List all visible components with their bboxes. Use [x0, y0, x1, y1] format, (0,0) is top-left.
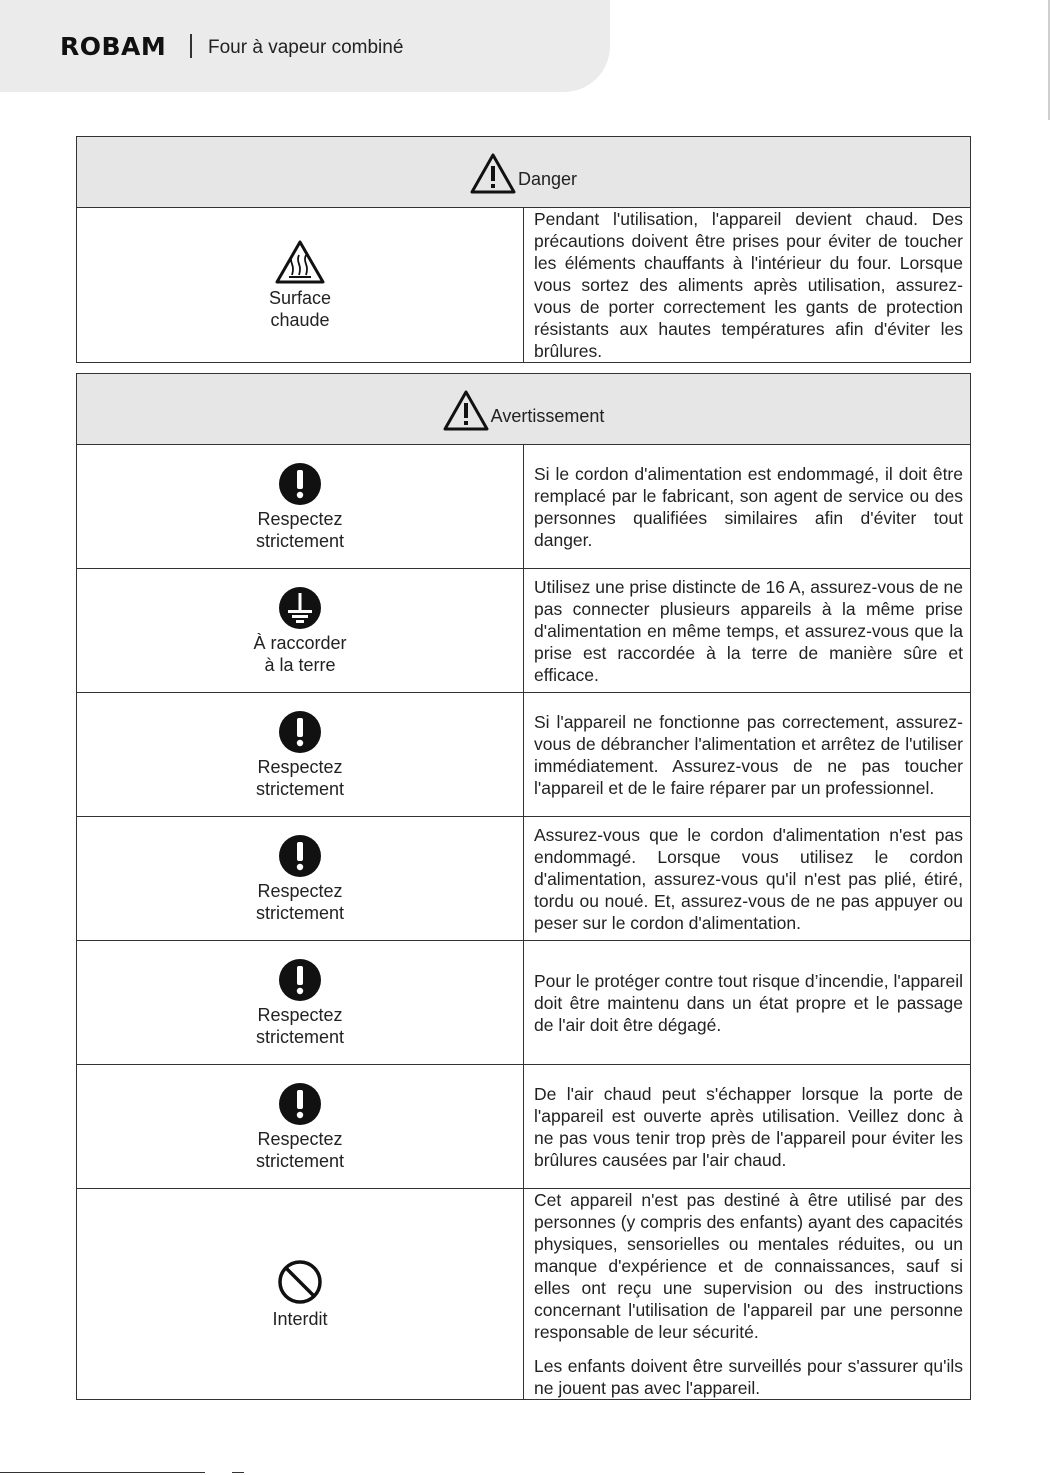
warning-triangle-icon	[470, 152, 516, 194]
instruction-text: Assurez-vous que le cordon d'alimentation n'est pas endommagé. Lorsque vous utilisez le cordon d'alimentation, assurez-vous qu'il n'est pas plié, étiré, tordu ou noué. Et, assurez-vous de ne pas appuyer ou peser sur le cordon d'alimentation.	[534, 824, 963, 933]
icon-cell	[77, 445, 524, 569]
prohibited-icon	[276, 1258, 324, 1306]
warning-triangle-icon	[443, 389, 489, 431]
document-subtitle: Four à vapeur combiné	[208, 37, 404, 58]
mandatory-icon	[278, 710, 322, 754]
warning-row	[77, 1065, 971, 1189]
warning-text	[524, 1189, 971, 1400]
hot-surface-icon	[274, 239, 326, 285]
warning-text	[524, 693, 971, 817]
danger-header	[77, 137, 971, 208]
instruction-text: Pendant l'utilisation, l'appareil devient chaud. Des précautions doivent être prises pour éviter de toucher les éléments chauffants à l'intérieur du four. Lorsque vous sortez des aliments après utilisation, assurez-vous de porter correctement les gants de protection résistants aux hautes températures afin d'éviter les brûlures.	[534, 209, 963, 361]
icon-label: chaude	[270, 310, 330, 330]
icon-cell	[77, 1065, 524, 1189]
danger-title: Danger	[517, 168, 578, 189]
icon-cell	[77, 817, 524, 941]
instruction-text: Pour le protéger contre tout risque d’incendie, l'appareil doit être maintenu dans un état propre et le passage de l'air doit être dégagé.	[534, 970, 963, 1035]
footer-rule-short	[232, 1472, 244, 1473]
icon-cell	[77, 693, 524, 817]
icon-label: À raccorder	[253, 632, 347, 653]
icon-label: strictement	[255, 530, 345, 551]
warning-text	[524, 445, 971, 569]
instruction-text: Utilisez une prise distincte de 16 A, assurez-vous de ne pas connecter plusieurs appareils à la même prise d'alimentation en même temps, et assurez-vous que la prise est raccordée à la terre de manière sûre et efficace.	[534, 576, 963, 685]
danger-text	[524, 208, 971, 363]
instruction-text-secondary: Les enfants doivent être surveillés pour s'assurer qu'ils ne jouent pas avec l'appareil.	[534, 1356, 963, 1398]
warning-row	[77, 569, 971, 693]
instruction-text: Si le cordon d'alimentation est endommagé, il doit être remplacé par le fabricant, son agent de service ou des personnes qualifiées similaires afin d'éviter tout danger.	[534, 463, 963, 550]
ground-icon	[278, 586, 322, 630]
warning-table	[76, 373, 971, 1400]
icon-cell	[77, 569, 524, 693]
icon-label: strictement	[255, 902, 345, 923]
icon-label: Surface	[268, 288, 332, 308]
icon-cell	[77, 1189, 524, 1400]
warning-row	[77, 941, 971, 1065]
icon-label: Respectez	[257, 880, 343, 901]
warning-row	[77, 817, 971, 941]
warning-title: Avertissement	[490, 405, 605, 426]
icon-label: strictement	[255, 1026, 345, 1047]
footer-rule	[0, 1472, 205, 1473]
mandatory-icon	[278, 834, 322, 878]
instruction-text: Cet appareil n'est pas destiné à être utilisé par des personnes (y compris des enfants) ayant des capacités physiques, sensorielles ou mentales réduites, ou un manque d'expérience et de connaissances, sauf si elles ont reçu une supervision ou des instructions concernant l'utilisation de l'appareil par une personne responsable de leur sécurité.	[534, 1190, 963, 1342]
warning-text	[524, 569, 971, 693]
header-divider	[190, 34, 192, 58]
icon-label: Respectez	[257, 756, 343, 777]
icon-label: Interdit	[272, 1309, 328, 1329]
mandatory-icon	[278, 1082, 322, 1126]
warning-row	[77, 693, 971, 817]
danger-table	[76, 136, 971, 363]
icon-label: strictement	[255, 1150, 345, 1171]
warning-row	[77, 445, 971, 569]
instruction-text: De l'air chaud peut s'échapper lorsque la porte de l'appareil est ouverte après utilisation. Veillez donc à ne pas vous tenir trop près de l'appareil pour éviter les brûlures causées par l'air chaud.	[534, 1083, 963, 1170]
danger-icon-cell	[77, 208, 524, 363]
instruction-text: Si l'appareil ne fonctionne pas correctement, assurez-vous de débrancher l'alimentation et arrêtez de l'utiliser immédiatement. Assurez-vous de ne pas toucher l'appareil et de le faire réparer par un professionnel.	[534, 711, 963, 798]
warning-row	[77, 1189, 971, 1400]
warning-text	[524, 1065, 971, 1189]
mandatory-icon	[278, 958, 322, 1002]
icon-label: Respectez	[257, 1128, 343, 1149]
warning-header	[77, 374, 971, 445]
icon-label: strictement	[255, 778, 345, 799]
icon-label: à la terre	[264, 654, 336, 675]
icon-cell	[77, 941, 524, 1065]
mandatory-icon	[278, 462, 322, 506]
icon-label: Respectez	[257, 1004, 343, 1025]
brand-logo: ROBAM	[60, 32, 167, 61]
danger-row	[77, 208, 971, 363]
warning-text	[524, 817, 971, 941]
icon-label: Respectez	[257, 508, 343, 529]
warning-text	[524, 941, 971, 1065]
